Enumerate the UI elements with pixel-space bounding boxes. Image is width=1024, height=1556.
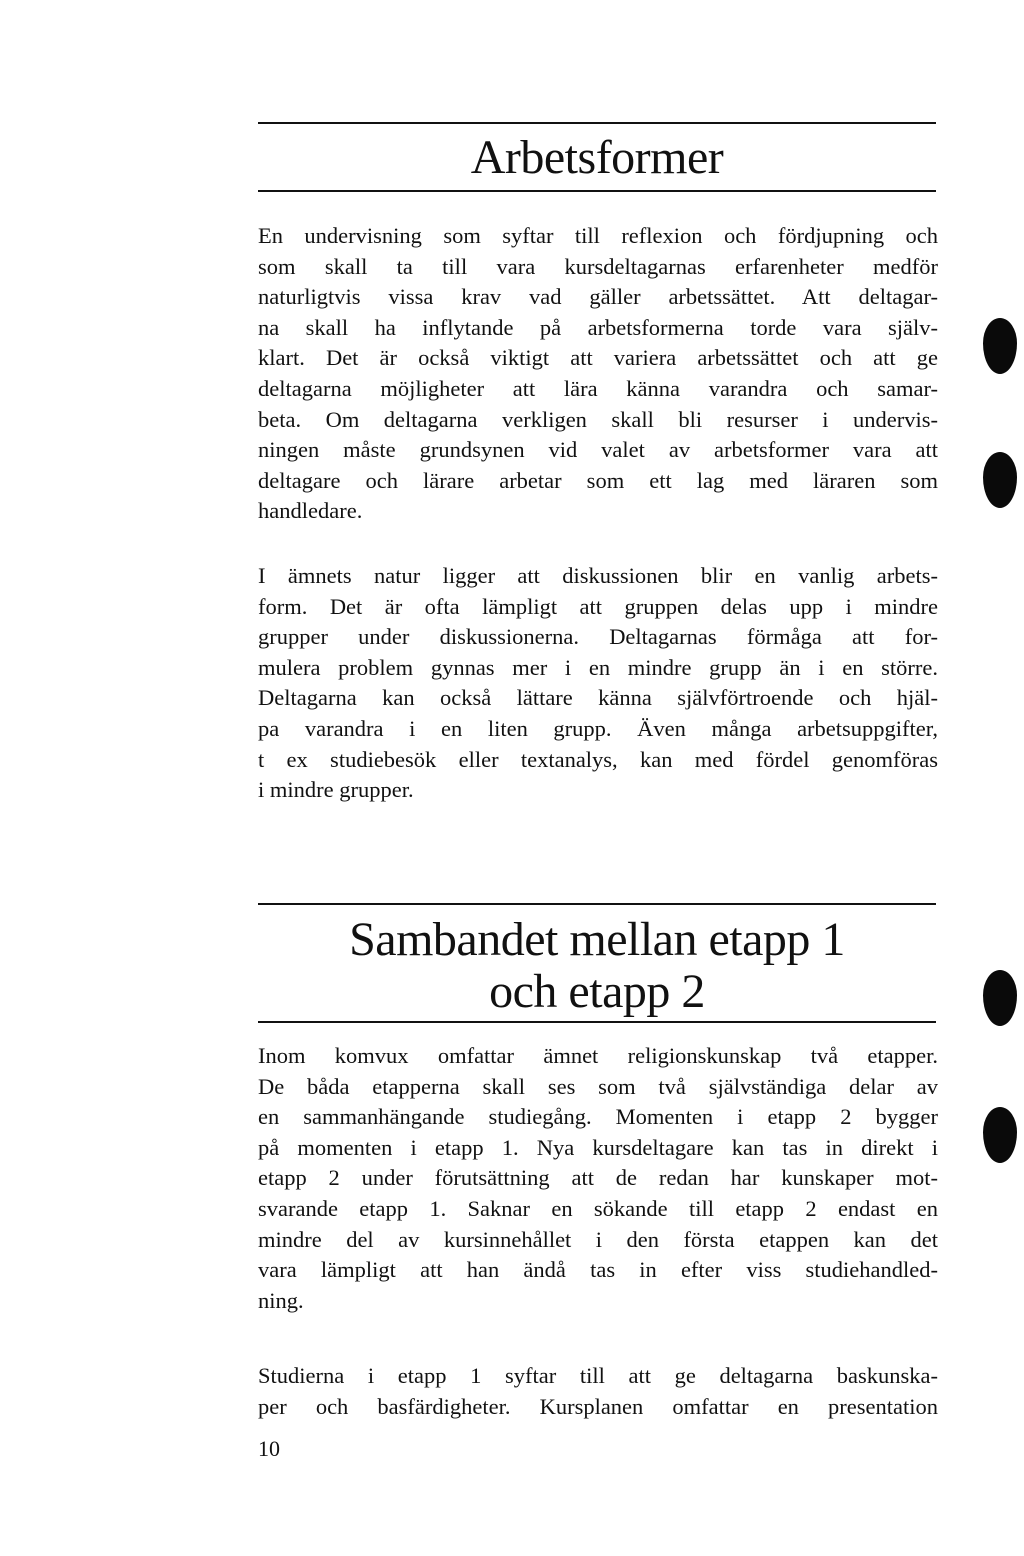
paragraph-sambandet-2 [258,1361,938,1422]
paragraph-sambandet-1 [258,1041,938,1316]
text-line: mulera problem gynnas mer i en mindre grupp än i en större. [258,654,938,680]
text-line: på momenten i etapp 1. Nya kursdeltagare kan tas in direkt i [258,1134,938,1160]
text-line: klart. Det är också viktigt att variera arbetssättet och att ge [258,345,938,371]
section-heading-sambandet [258,914,936,1018]
text-line: ningen måste grundsynen vid valet av arbetsformer vara att [258,437,938,463]
text-line: Studierna i etapp 1 syftar till att ge deltagarna baskunska- [258,1363,938,1388]
page-number: 10 [258,1436,280,1461]
margin-dot-mark [983,970,1017,1026]
text-line: pa varandra i en liten grupp. Även många arbetsuppgifter, [258,715,938,741]
heading-rule-top [258,122,936,124]
heading-rule-top [258,903,936,905]
text-line: Inom komvux omfattar ämnet religionskunskap två etapper. [258,1043,938,1068]
text-line: ning. [258,1287,304,1313]
text-line: deltagarna möjligheter att lära känna varandra och samar- [258,375,938,401]
text-line: form. Det är ofta lämpligt att gruppen delas upp i mindre [258,593,938,619]
text-line: mindre del av kursinnehållet i den första etappen kan det [258,1226,938,1252]
text-line: I ämnets natur ligger att diskussionen blir en vanlig arbets- [258,563,938,588]
text-line: grupper under diskussionerna. Deltagarnas förmåga att for- [258,624,938,650]
text-line: na skall ha inflytande på arbetsformerna torde vara själv- [258,314,938,340]
text-line: Deltagarna kan också lättare känna självförtroende och hjäl- [258,685,938,711]
text-line: naturligtvis vissa krav vad gäller arbetssättet. Att deltagar- [258,284,938,310]
margin-dot-mark [983,1107,1017,1163]
heading-rule-bottom [258,190,936,192]
text-line: De båda etapperna skall ses som två självständiga delar av [258,1073,938,1099]
paragraph-arbetsformer-2 [258,561,938,806]
section-heading-arbetsformer: Arbetsformer [470,131,724,184]
text-line: vara lämpligt att han ändå tas in efter viss studiehandled- [258,1257,938,1283]
text-line: etapp 2 under förutsättning att de redan har kunskaper mot- [258,1165,938,1191]
text-line: per och basfärdigheter. Kursplanen omfattar en presentation [258,1393,938,1419]
paragraph-arbetsformer-1 [258,221,938,527]
text-line: En undervisning som syftar till reflexion och fördjupning och [258,223,938,248]
text-line: i mindre grupper. [258,777,414,803]
text-line: beta. Om deltagarna verkligen skall bli resurser i undervis- [258,406,938,432]
heading-rule-bottom [258,1021,936,1023]
text-line: svarande etapp 1. Saknar en sökande till etapp 2 endast en [258,1195,938,1221]
heading-line: och etapp 2 [489,965,705,1018]
text-line: handledare. [258,498,363,524]
margin-dot-mark [983,452,1017,508]
text-line: t ex studiebesök eller textanalys, kan med fördel genomföras [258,746,938,772]
text-line: deltagare och lärare arbetar som ett lag med läraren som [258,467,938,493]
heading-line: Sambandet mellan etapp 1 [349,913,845,966]
text-line: som skall ta till vara kursdeltagarnas erfarenheter medför [258,253,938,279]
text-line: en sammanhängande studiegång. Momenten i etapp 2 bygger [258,1104,938,1130]
margin-dot-mark [983,318,1017,374]
